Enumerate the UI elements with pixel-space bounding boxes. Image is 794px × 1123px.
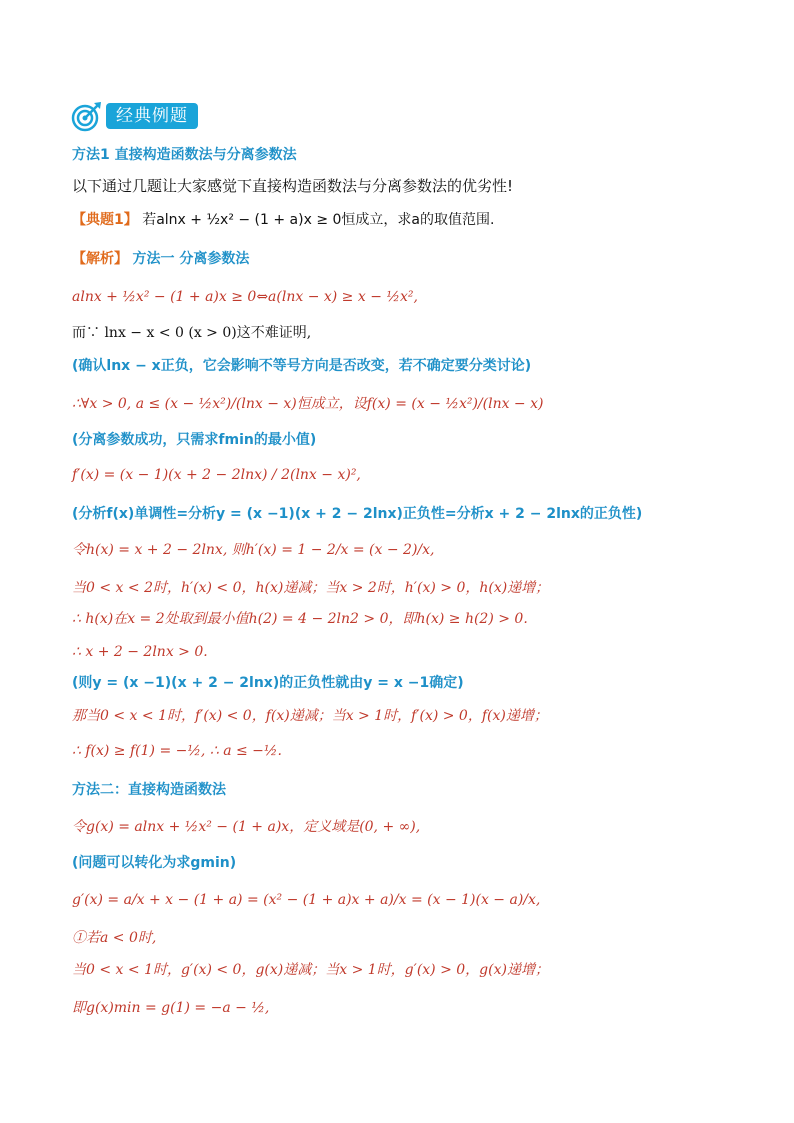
section-badge: 经典例题	[106, 103, 198, 129]
step-6: 当0 < x < 2时，h′(x) < 0，h(x)递减；当x > 2时，h′(x) > 0，h(x)递增；	[72, 580, 550, 596]
target-arrow-icon	[70, 99, 104, 133]
solution-tag: 【解析】	[72, 251, 128, 267]
step-8: ∴ x + 2 − 2lnx > 0.	[72, 644, 208, 660]
step-12: g′(x) = a/x + x − (1 + a) = (x² − (1 + a)x + a)/x = (x − 1)(x − a)/x,	[72, 892, 541, 908]
step-2: 而∵ lnx − x < 0 (x > 0)这不难证明,	[72, 325, 312, 341]
method1-title: 方法1 直接构造函数法与分离参数法	[72, 147, 297, 163]
step-4: f′(x) = (x − 1)(x + 2 − 2lnx) / 2(lnx − x)²,	[72, 467, 361, 483]
note-2: (分离参数成功，只需求fmin的最小值)	[72, 432, 317, 448]
step-7: ∴ h(x)在x = 2处取到最小值h(2) = 4 − 2ln2 > 0，即h(x) ≥ h(2) > 0.	[72, 611, 528, 627]
step-5: 令h(x) = x + 2 − 2lnx, 则h′(x) = 1 − 2/x = (x − 2)/x,	[72, 542, 435, 558]
step-13: ①若a < 0时,	[72, 930, 157, 946]
note-5: (问题可以转化为求gmin)	[72, 855, 237, 871]
step-3: ∴∀x > 0, a ≤ (x − ½x²)/(lnx − x)恒成立，设f(x) = (x − ½x²)/(lnx − x)	[72, 396, 544, 412]
section-header	[70, 98, 198, 134]
solution-line	[72, 249, 249, 269]
example-line	[72, 210, 494, 230]
note-1: (确认lnx − x正负，它会影响不等号方向是否改变，若不确定要分类讨论)	[72, 358, 532, 374]
example-tag: 【典题1】	[72, 212, 138, 228]
step-9: 那当0 < x < 1时，f′(x) < 0，f(x)递减；当x > 1时，f′(x) > 0，f(x)递增；	[72, 708, 548, 724]
step-1: alnx + ½x² − (1 + a)x ≥ 0⇔a(lnx − x) ≥ x − ½x²,	[72, 289, 418, 305]
solution-method: 方法一 分离参数法	[132, 251, 250, 267]
method2-title: 方法二：直接构造函数法	[72, 782, 226, 798]
step-15: 即g(x)min = g(1) = −a − ½,	[72, 1000, 270, 1016]
note-4: (则y = (x −1)(x + 2 − 2lnx)的正负性就由y = x −1确定)	[72, 675, 464, 691]
example-text: 若alnx + ½x² − (1 + a)x ≥ 0恒成立，求a的取值范围.	[142, 212, 495, 228]
intro-text: 以下通过几题让大家感觉下直接构造函数法与分离参数法的优劣性!	[72, 177, 514, 195]
step-10: ∴ f(x) ≥ f(1) = −½, ∴ a ≤ −½.	[72, 743, 282, 759]
step-14: 当0 < x < 1时，g′(x) < 0，g(x)递减；当x > 1时，g′(x) > 0，g(x)递增；	[72, 962, 549, 978]
note-3: (分析f(x)单调性=分析y = (x −1)(x + 2 − 2lnx)正负性=分析x + 2 − 2lnx的正负性)	[72, 506, 643, 522]
step-11: 令g(x) = alnx + ½x² − (1 + a)x，定义域是(0, + ∞),	[72, 819, 421, 835]
